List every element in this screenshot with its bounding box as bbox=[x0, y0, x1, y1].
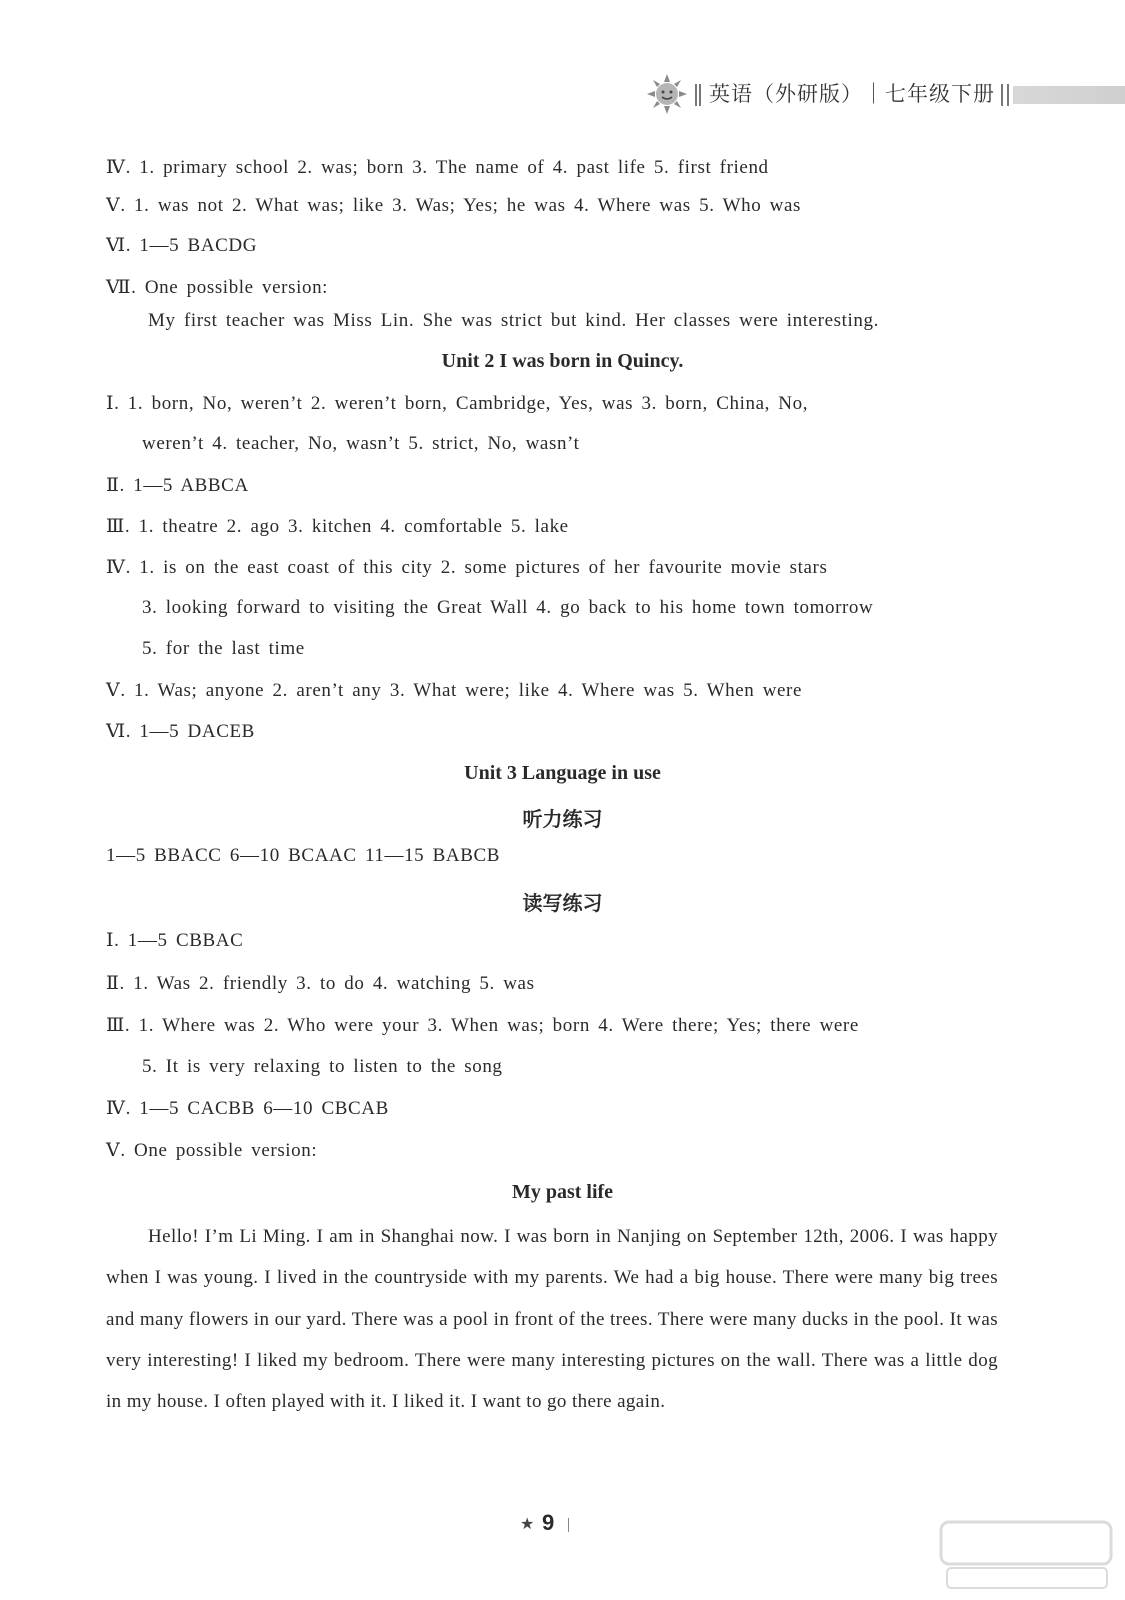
answer-line: My first teacher was Miss Lin. She was strict but kind. Her classes were interesting. bbox=[148, 310, 879, 331]
page-number: 9 bbox=[542, 1510, 555, 1535]
answer-line: Ⅳ. 1. primary school 2. was; born 3. The name of 4. past life 5. first friend bbox=[106, 157, 769, 178]
header-gray-bar bbox=[1013, 86, 1125, 104]
answer-line: Ⅰ. 1—5 CBBAC bbox=[106, 930, 244, 951]
watermark-logo-icon bbox=[937, 1514, 1117, 1594]
answer-line: Ⅴ. 1. Was; anyone 2. aren’t any 3. What were; like 4. Where was 5. When were bbox=[106, 680, 803, 701]
answer-line: Ⅵ. 1—5 BACDG bbox=[106, 235, 258, 256]
answer-line: 5. for the last time bbox=[142, 638, 305, 659]
answer-line: Ⅱ. 1. Was 2. friendly 3. to do 4. watching 5. was bbox=[106, 973, 535, 994]
answer-line: Ⅱ. 1—5 ABBCA bbox=[106, 475, 249, 496]
footer-tick bbox=[568, 1518, 569, 1532]
page-header bbox=[645, 72, 1125, 116]
unit2-heading: Unit 2 I was born in Quincy. bbox=[441, 350, 684, 372]
star-icon: ★ bbox=[520, 1516, 535, 1533]
header-title: 英语（外研版）｜七年级下册 bbox=[709, 82, 995, 106]
answer-line: Ⅲ. 1. theatre 2. ago 3. kitchen 4. comfortable 5. lake bbox=[106, 516, 569, 537]
answer-line: Ⅵ. 1—5 DACEB bbox=[106, 721, 255, 742]
essay-title: My past life bbox=[511, 1181, 614, 1203]
header-divider bbox=[695, 84, 701, 106]
answer-line: Ⅰ. 1. born, No, weren’t 2. weren’t born, Cambridge, Yes, was 3. born, China, No, bbox=[106, 393, 809, 414]
answer-line: Ⅳ. 1—5 CACBB 6—10 CBCAB bbox=[106, 1098, 389, 1119]
unit3-heading: Unit 3 Language in use bbox=[464, 762, 661, 784]
answer-line: 1—5 BBACC 6—10 BCAAC 11—15 BABCB bbox=[106, 845, 501, 866]
answer-line: Ⅳ. 1. is on the east coast of this city 2. some pictures of her favourite movie stars bbox=[106, 557, 828, 578]
reading-writing-heading: 读写练习 bbox=[522, 891, 603, 915]
listening-heading: 听力练习 bbox=[522, 807, 603, 831]
answer-line: 5. It is very relaxing to listen to the song bbox=[142, 1056, 503, 1077]
answer-line: Ⅲ. 1. Where was 2. Who were your 3. When was; born 4. Were there; Yes; there were bbox=[106, 1015, 859, 1036]
answer-line: Ⅴ. 1. was not 2. What was; like 3. Was; Yes; he was 4. Where was 5. Who was bbox=[106, 195, 802, 216]
header-divider-right bbox=[1001, 84, 1009, 106]
answer-line: Ⅴ. One possible version: bbox=[106, 1140, 318, 1161]
essay-text: Hello! I’m Li Ming. I am in Shanghai now. I was born in Nanjing on September 12th, 2006. I was happy when I was young. I lived in the countryside with my parents. We had a big house. There were many big trees and many flowers in our yard. There was a pool in front of the trees. There were many ducks in the pool. It was very interesting! I liked my bedroom. There were many interesting pictures on the wall. There was a little dog in my house. I often played with it. I liked it. I want to go there again. bbox=[106, 1226, 998, 1413]
answer-line: Ⅶ. One possible version: bbox=[106, 277, 329, 298]
essay-paragraph bbox=[106, 1216, 998, 1422]
sun-logo-icon bbox=[645, 72, 689, 116]
answer-line: 3. looking forward to visiting the Great Wall 4. go back to his home town tomorrow bbox=[142, 597, 874, 618]
answer-line: weren’t 4. teacher, No, wasn’t 5. strict, No, wasn’t bbox=[142, 433, 580, 454]
